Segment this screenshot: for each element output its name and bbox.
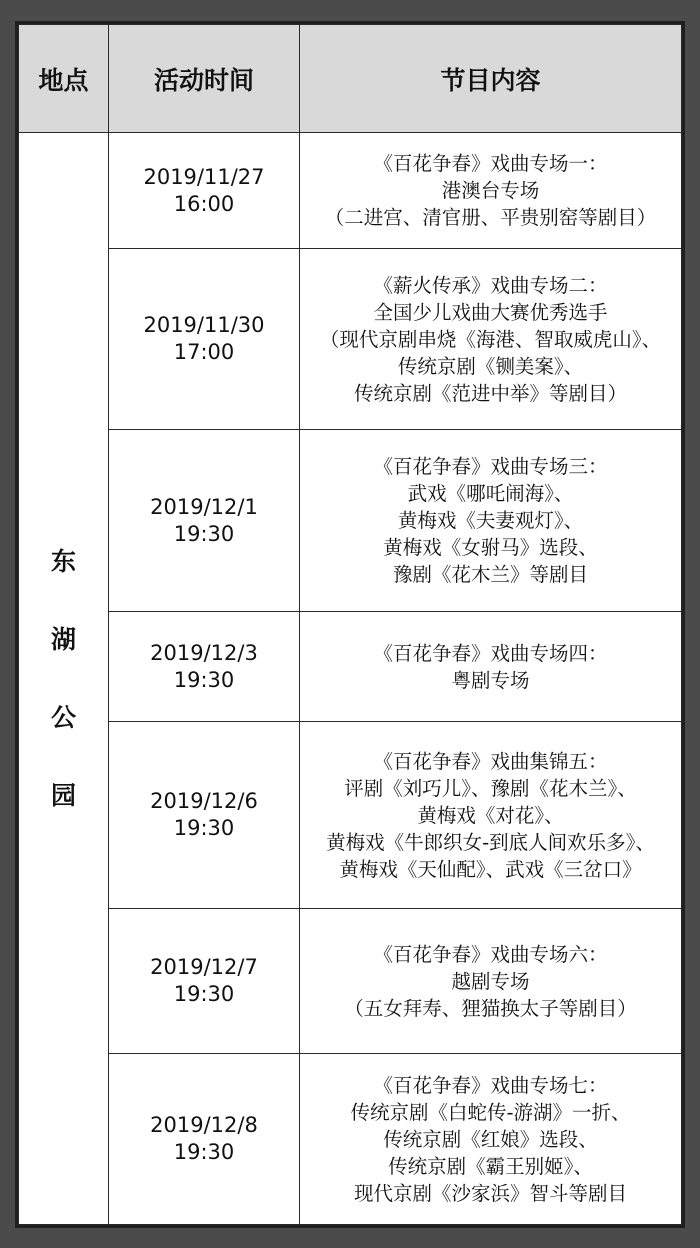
program-line: 《百花争春》戏曲专场一： (373, 152, 608, 175)
time-text: 19:30 (173, 521, 235, 546)
program-cell (300, 430, 682, 612)
program-line: 传统京剧《范进中举》等剧目） (353, 381, 627, 405)
program-line: （现代京剧串烧《海港、智取威虎山》、 (319, 327, 662, 351)
program-line: 黄梅戏《天仙配》、武戏《三岔口》 (339, 857, 642, 881)
location-char: 东 (50, 546, 76, 576)
program-line: 越剧专场 (451, 969, 530, 993)
program-line: 港澳台专场 (441, 179, 540, 202)
program-cell (300, 133, 682, 249)
location-char: 湖 (50, 624, 76, 654)
time-text: 19:30 (173, 1140, 235, 1164)
program-line: 全国少儿戏曲大赛优秀选手 (373, 300, 608, 324)
program-cell (300, 909, 682, 1054)
time-cell (109, 612, 300, 722)
program-line: 《百花争春》戏曲专场四： (373, 641, 608, 665)
time-text: 19:30 (173, 667, 235, 692)
table-row (19, 430, 682, 612)
program-line: 评剧《刘巧儿》、豫剧《花木兰》、 (344, 776, 637, 800)
header-row (19, 25, 682, 133)
program-cell (300, 722, 682, 909)
schedule-sheet (15, 21, 685, 1228)
program-line: 豫剧《花木兰》等剧目 (392, 563, 588, 586)
time-text: 19:30 (173, 982, 235, 1006)
date-text: 2019/12/3 (150, 640, 258, 665)
program-line: 传统京剧《铡美案》、 (397, 354, 584, 378)
program-line: 武戏《哪吒闹海》、 (407, 482, 574, 505)
time-cell (109, 722, 300, 909)
header-time: 活动时间 (109, 25, 300, 133)
time-text: 16:00 (173, 191, 235, 216)
table-row (19, 909, 682, 1054)
program-line: （五女拜寿、狸猫换太子等剧目） (344, 996, 637, 1020)
table-row (19, 1054, 682, 1225)
table-row (19, 249, 682, 430)
program-line: 《百花争春》戏曲专场六： (373, 942, 608, 966)
program-line: 黄梅戏《对花》、 (417, 803, 564, 827)
time-cell (109, 1054, 300, 1225)
time-text: 17:00 (173, 340, 235, 364)
program-cell (300, 1054, 682, 1225)
time-text: 19:30 (173, 816, 235, 840)
header-program: 节目内容 (300, 25, 682, 133)
time-cell (109, 249, 300, 430)
date-text: 2019/12/1 (150, 494, 258, 519)
program-line: 粤剧专场 (451, 668, 530, 692)
program-line: 黄梅戏《牛郎织女-到底人间欢乐多》、 (326, 830, 655, 854)
time-cell (109, 909, 300, 1054)
table-row (19, 722, 682, 909)
table-row (19, 133, 682, 249)
program-line: 《百花争春》戏曲专场三： (373, 455, 608, 478)
date-text: 2019/11/30 (143, 313, 265, 337)
header-location: 地点 (19, 25, 109, 133)
location-cell (19, 133, 109, 1225)
table-row (19, 612, 682, 722)
program-line: 传统京剧《白蛇传-游湖》一折、 (350, 1100, 631, 1124)
location-char: 园 (50, 780, 76, 810)
time-cell (109, 430, 300, 612)
date-text: 2019/11/27 (143, 164, 265, 189)
program-line: 传统京剧《红娘》选段、 (383, 1127, 598, 1151)
program-line: 《百花争春》戏曲专场七： (373, 1073, 608, 1097)
program-line: 《薪火传承》戏曲专场二： (373, 273, 608, 297)
date-text: 2019/12/6 (150, 789, 258, 813)
program-line: 《百花争春》戏曲集锦五： (373, 749, 608, 773)
program-line: 黄梅戏《夫妻观灯》、 (397, 509, 584, 532)
program-cell (300, 249, 682, 430)
location-char: 公 (50, 702, 76, 732)
program-line: （二进宫、清官册、平贵别窑等剧目） (324, 206, 657, 229)
time-cell (109, 133, 300, 249)
schedule-table (18, 24, 682, 1225)
program-line: 黄梅戏《女驸马》选段、 (383, 536, 598, 559)
program-cell (300, 612, 682, 722)
program-line: 现代京剧《沙家浜》智斗等剧目 (353, 1181, 627, 1205)
program-line: 传统京剧《霸王别姬》、 (388, 1154, 593, 1178)
date-text: 2019/12/8 (150, 1113, 258, 1137)
date-text: 2019/12/7 (150, 955, 258, 979)
